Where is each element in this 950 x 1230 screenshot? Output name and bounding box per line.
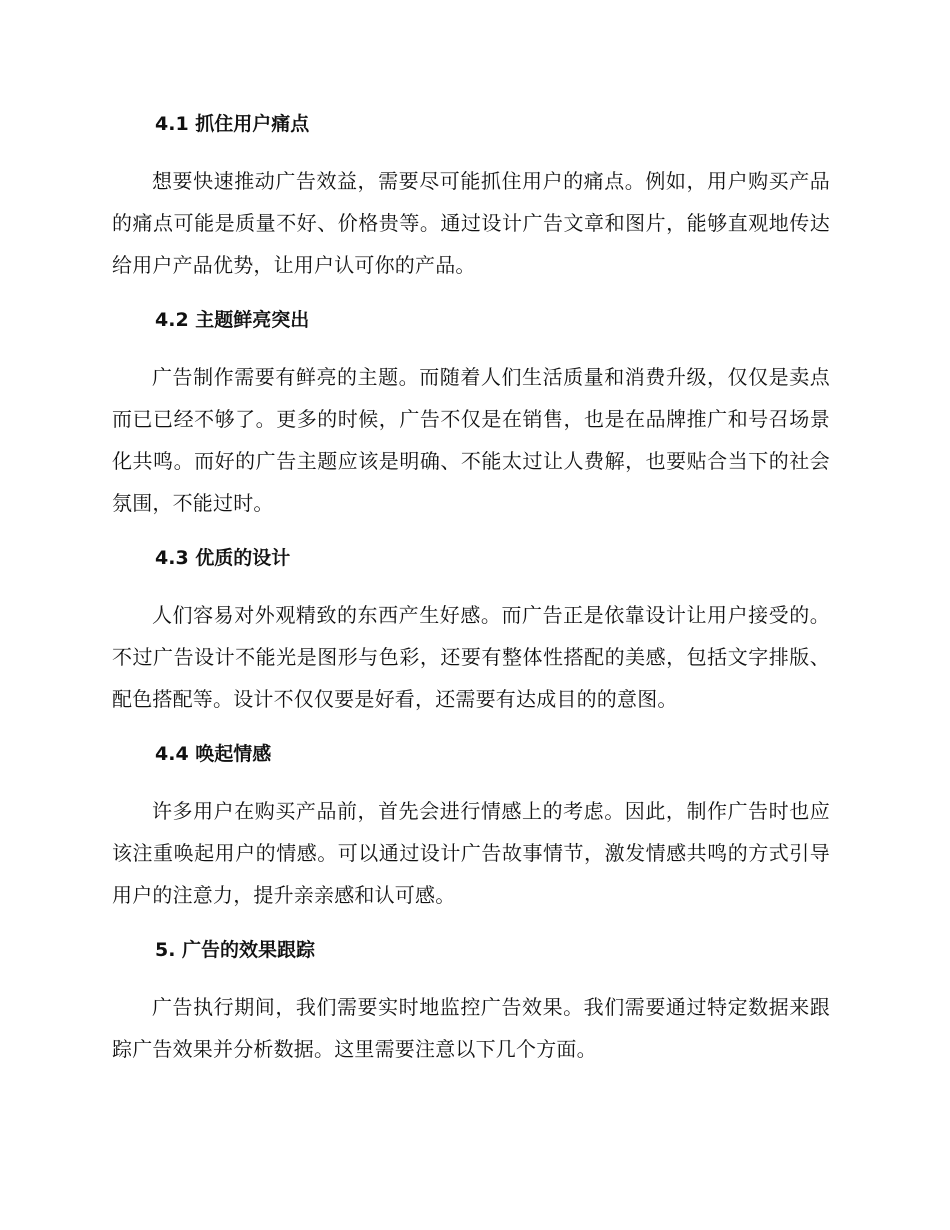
section-heading-4-2: 4.2 主题鲜亮突出 — [155, 309, 310, 331]
section-heading-4-4: 4.4 唤起情感 — [155, 743, 272, 765]
section-paragraph-4-4: 许多用户在购买产品前，首先会进行情感上的考虑。因此，制作广告时也应该注重唤起用户的情感。可以通过设计广告故事情节，激发情感共鸣的方式引导用户的注意力，提升亲亲感和认可感。 — [112, 799, 830, 907]
section-paragraph-4-2: 广告制作需要有鲜亮的主题。而随着人们生活质量和消费升级，仅仅是卖点而已已经不够了。更多的时候，广告不仅是在销售，也是在品牌推广和号召场景化共鸣。而好的广告主题应该是明确、不能太过让人费解，也要贴合当下的社会氛围，不能过时。 — [112, 365, 830, 515]
section-paragraph-5: 广告执行期间，我们需要实时地监控广告效果。我们需要通过特定数据来跟踪广告效果并分析数据。这里需要注意以下几个方面。 — [112, 995, 830, 1061]
section-heading-4-1: 4.1 抓住用户痛点 — [155, 113, 310, 135]
section-heading-4-3: 4.3 优质的设计 — [155, 547, 291, 569]
section-heading-5: 5. 广告的效果跟踪 — [155, 939, 316, 961]
section-paragraph-4-1: 想要快速推动广告效益，需要尽可能抓住用户的痛点。例如，用户购买产品的痛点可能是质量不好、价格贵等。通过设计广告文章和图片，能够直观地传达给用户产品优势，让用户认可你的产品。 — [112, 169, 830, 277]
document-page — [112, 104, 830, 1070]
section-paragraph-4-3: 人们容易对外观精致的东西产生好感。而广告正是依靠设计让用户接受的。不过广告设计不能光是图形与色彩，还要有整体性搭配的美感，包括文字排版、配色搭配等。设计不仅仅要是好看，还需要有达成目的的意图。 — [112, 603, 830, 711]
